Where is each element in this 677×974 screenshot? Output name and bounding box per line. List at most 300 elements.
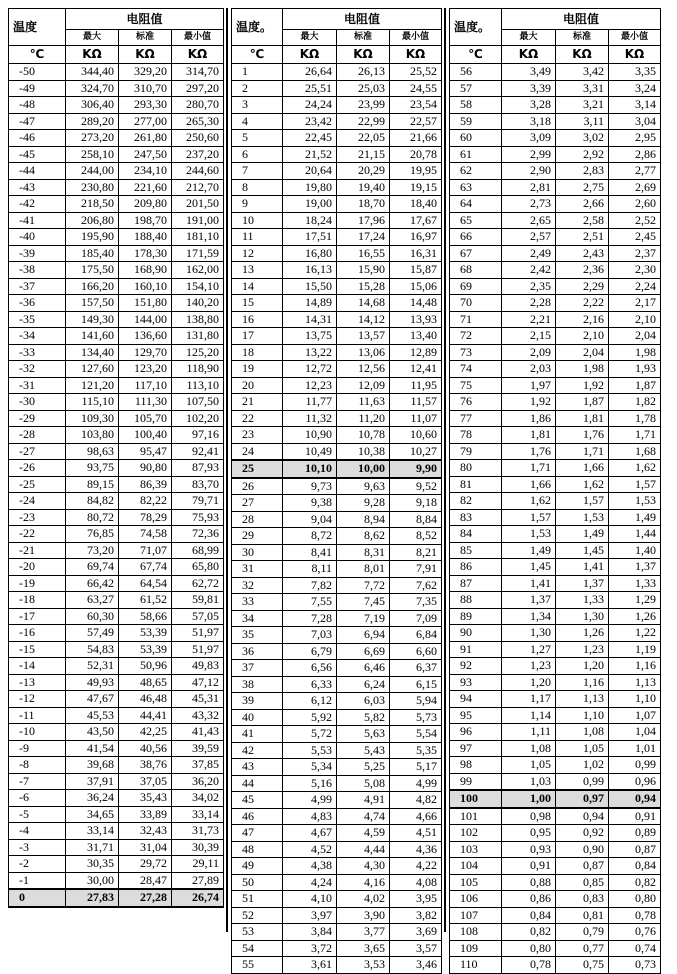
standard-resistance-cell: 2,36 [556,262,609,279]
max-resistance-cell: 7,82 [283,577,337,594]
table-row [450,575,661,592]
min-resistance-cell: 1,93 [609,361,661,378]
table-row [232,726,442,743]
table-row [9,691,224,708]
min-resistance-cell: 1,78 [609,410,661,427]
standard-resistance-cell: 23,99 [337,97,390,114]
max-resistance-cell: 273,20 [66,130,119,147]
temperature-cell: -29 [9,410,66,427]
temperature-cell: -10 [9,724,66,741]
temperature-unit: ℃ [232,46,283,64]
standard-resistance-cell: 53,39 [119,641,172,658]
max-resistance-cell: 115,10 [66,394,119,411]
standard-resistance-cell: 2,22 [556,295,609,312]
temperature-cell: 68 [450,262,502,279]
max-resistance-cell: 1,23 [502,658,556,675]
min-resistance-cell: 2,24 [609,278,661,295]
min-resistance-cell: 11,57 [390,394,442,411]
standard-resistance-cell: 78,29 [119,509,172,526]
table-row [450,344,661,361]
table-row [9,427,224,444]
temperature-cell: -27 [9,443,66,460]
temperature-cell: 16 [232,311,283,328]
std-column-header: 标准 [119,30,172,46]
temperature-cell: 76 [450,394,502,411]
resistance-table-2 [231,8,442,974]
table-row [450,361,661,378]
standard-resistance-cell: 10,38 [337,443,390,460]
min-resistance-cell: 0,89 [609,825,661,842]
table-row [9,262,224,279]
max-resistance-cell: 0,78 [502,957,556,974]
max-resistance-cell: 7,28 [283,610,337,627]
temperature-cell: 2 [232,80,283,97]
min-resistance-cell: 280,70 [172,97,224,114]
min-resistance-cell: 23,54 [390,97,442,114]
temperature-cell: 28 [232,511,283,528]
table-1-body [9,9,224,907]
max-resistance-cell: 185,40 [66,245,119,262]
table-row [232,511,442,528]
standard-resistance-cell: 2,04 [556,344,609,361]
table-row [450,559,661,576]
temperature-cell: 14 [232,278,283,295]
max-resistance-cell: 43,50 [66,724,119,741]
standard-resistance-cell: 234,10 [119,163,172,180]
min-column-header: 最小值 [172,30,224,46]
standard-resistance-cell: 13,06 [337,344,390,361]
min-resistance-cell: 0,94 [609,790,661,808]
table-row [232,394,442,411]
table-row [9,724,224,741]
temperature-cell: 84 [450,526,502,543]
temperature-cell: 42 [232,742,283,759]
temperature-cell: 13 [232,262,283,279]
temperature-cell: 88 [450,592,502,609]
min-resistance-cell: 250,60 [172,130,224,147]
min-resistance-cell: 4,22 [390,858,442,875]
standard-resistance-cell: 64,54 [119,575,172,592]
table-row [450,130,661,147]
temperature-cell: 32 [232,577,283,594]
max-resistance-cell: 66,42 [66,575,119,592]
temperature-cell: 64 [450,196,502,213]
min-resistance-cell: 2,69 [609,179,661,196]
min-resistance-cell: 25,52 [390,64,442,81]
min-resistance-cell: 0,74 [609,940,661,957]
resistance-unit: KΩ [502,46,556,64]
temperature-cell: 61 [450,146,502,163]
temperature-cell: 75 [450,377,502,394]
standard-resistance-cell: 16,55 [337,245,390,262]
min-resistance-cell: 16,31 [390,245,442,262]
table-row [450,295,661,312]
max-resistance-cell: 149,30 [66,311,119,328]
table-row [450,493,661,510]
temperature-cell: -2 [9,856,66,873]
standard-resistance-cell: 13,57 [337,328,390,345]
standard-resistance-cell: 277,00 [119,113,172,130]
min-resistance-cell: 3,46 [390,957,442,974]
temperature-cell: 86 [450,559,502,576]
temperature-cell: 35 [232,627,283,644]
max-resistance-cell: 103,80 [66,427,119,444]
standard-resistance-cell: 27,28 [119,889,172,907]
table-row [232,163,442,180]
temperature-cell: 21 [232,394,283,411]
standard-resistance-cell: 15,90 [337,262,390,279]
standard-resistance-cell: 221,60 [119,179,172,196]
standard-resistance-cell: 7,45 [337,594,390,611]
table-row [450,410,661,427]
max-resistance-cell: 14,31 [283,311,337,328]
max-resistance-cell: 6,56 [283,660,337,677]
temperature-cell: 8 [232,179,283,196]
standard-resistance-cell: 35,43 [119,790,172,807]
table-row [232,495,442,512]
table-row [232,643,442,660]
temperature-cell: 59 [450,113,502,130]
max-resistance-cell: 5,53 [283,742,337,759]
temperature-cell: 6 [232,146,283,163]
table-row [9,460,224,477]
table-block-3 [449,8,661,974]
max-resistance-cell: 30,00 [66,872,119,889]
standard-resistance-cell: 123,20 [119,361,172,378]
max-resistance-cell: 258,10 [66,146,119,163]
temperature-cell: 57 [450,80,502,97]
standard-resistance-cell: 20,29 [337,163,390,180]
max-resistance-cell: 0,95 [502,825,556,842]
table-row [232,577,442,594]
standard-resistance-cell: 209,80 [119,196,172,213]
table-row [450,858,661,875]
min-resistance-cell: 1,07 [609,707,661,724]
min-resistance-cell: 29,11 [172,856,224,873]
max-column-header: 最大 [66,30,119,46]
min-resistance-cell: 1,26 [609,608,661,625]
temperature-cell: 67 [450,245,502,262]
max-resistance-cell: 1,76 [502,443,556,460]
standard-resistance-cell: 6,69 [337,643,390,660]
max-resistance-cell: 1,14 [502,707,556,724]
max-resistance-cell: 1,45 [502,559,556,576]
min-resistance-cell: 3,35 [609,64,661,81]
min-resistance-cell: 9,90 [390,460,442,478]
min-resistance-cell: 13,40 [390,328,442,345]
resistance-header: 电阻值 [66,9,224,30]
max-resistance-cell: 206,80 [66,212,119,229]
min-resistance-cell: 1,87 [609,377,661,394]
temperature-cell: 72 [450,328,502,345]
standard-resistance-cell: 4,30 [337,858,390,875]
temperature-cell: 46 [232,808,283,825]
min-resistance-cell: 2,95 [609,130,661,147]
temperature-cell: 104 [450,858,502,875]
max-resistance-cell: 3,39 [502,80,556,97]
min-resistance-cell: 3,14 [609,97,661,114]
temperature-cell: 0 [9,889,66,907]
table-row [9,361,224,378]
standard-resistance-cell: 95,47 [119,443,172,460]
temperature-cell: -32 [9,361,66,378]
min-resistance-cell: 8,21 [390,544,442,561]
min-resistance-cell: 8,52 [390,528,442,545]
temperature-cell: -41 [9,212,66,229]
max-resistance-cell: 3,18 [502,113,556,130]
min-resistance-cell: 1,71 [609,427,661,444]
min-resistance-cell: 4,51 [390,825,442,842]
standard-resistance-cell: 90,80 [119,460,172,477]
standard-resistance-cell: 22,05 [337,130,390,147]
resistance-table-1 [8,8,224,908]
table-row [450,328,661,345]
temperature-cell: 15 [232,295,283,312]
temperature-cell: 48 [232,841,283,858]
table-row [232,759,442,776]
min-resistance-cell: 10,27 [390,443,442,460]
min-resistance-cell: 0,73 [609,957,661,974]
temperature-cell: -30 [9,394,66,411]
temperature-cell: 109 [450,940,502,957]
min-resistance-cell: 1,49 [609,509,661,526]
temperature-cell: 70 [450,295,502,312]
standard-resistance-cell: 4,74 [337,808,390,825]
table-row [232,130,442,147]
standard-resistance-cell: 1,53 [556,509,609,526]
temperature-cell: 69 [450,278,502,295]
temperature-cell: 89 [450,608,502,625]
standard-resistance-cell: 1,49 [556,526,609,543]
table-row [232,262,442,279]
table-row [450,64,661,81]
min-resistance-cell: 7,62 [390,577,442,594]
standard-resistance-cell: 4,91 [337,792,390,809]
min-resistance-cell: 72,36 [172,526,224,543]
max-resistance-cell: 10,10 [283,460,337,478]
standard-resistance-cell: 25,03 [337,80,390,97]
table-row [450,658,661,675]
standard-resistance-cell: 6,24 [337,676,390,693]
min-resistance-cell: 201,50 [172,196,224,213]
temperature-cell: 24 [232,443,283,460]
temperature-cell: 3 [232,97,283,114]
table-row [9,476,224,493]
standard-resistance-cell: 12,56 [337,361,390,378]
temperature-cell: 97 [450,740,502,757]
standard-resistance-cell: 1,26 [556,625,609,642]
standard-resistance-cell: 2,83 [556,163,609,180]
max-resistance-cell: 21,52 [283,146,337,163]
min-resistance-cell: 1,98 [609,344,661,361]
max-resistance-cell: 0,84 [502,907,556,924]
standard-resistance-cell: 58,66 [119,608,172,625]
std-column-header: 标准 [556,30,609,46]
max-resistance-cell: 13,22 [283,344,337,361]
min-resistance-cell: 1,16 [609,658,661,675]
min-resistance-cell: 191,00 [172,212,224,229]
temperature-unit: ℃ [9,46,66,64]
max-resistance-cell: 230,80 [66,179,119,196]
standard-resistance-cell: 0,94 [556,808,609,825]
min-resistance-cell: 0,80 [609,891,661,908]
min-resistance-cell: 244,60 [172,163,224,180]
min-resistance-cell: 43,32 [172,707,224,724]
standard-resistance-cell: 61,52 [119,592,172,609]
temperature-cell: 7 [232,163,283,180]
header-row [450,9,661,30]
max-resistance-cell: 33,14 [66,823,119,840]
table-row [232,858,442,875]
min-resistance-cell: 5,17 [390,759,442,776]
max-resistance-cell: 1,53 [502,526,556,543]
table-row [9,163,224,180]
table-row [9,80,224,97]
max-resistance-cell: 45,53 [66,707,119,724]
temperature-cell: 31 [232,561,283,578]
table-row [232,891,442,908]
standard-resistance-cell: 3,11 [556,113,609,130]
standard-resistance-cell: 247,50 [119,146,172,163]
resistance-unit: KΩ [556,46,609,64]
min-resistance-cell: 2,45 [609,229,661,246]
table-row [9,823,224,840]
temperature-cell: 66 [450,229,502,246]
standard-resistance-cell: 1,08 [556,724,609,741]
max-resistance-cell: 4,83 [283,808,337,825]
table-row [232,610,442,627]
temperature-cell: -43 [9,179,66,196]
min-resistance-cell: 79,71 [172,493,224,510]
min-resistance-cell: 19,15 [390,179,442,196]
standard-resistance-cell: 168,90 [119,262,172,279]
min-resistance-cell: 11,07 [390,410,442,427]
standard-resistance-cell: 1,57 [556,493,609,510]
max-resistance-cell: 4,24 [283,874,337,891]
temperature-cell: 78 [450,427,502,444]
table-row [232,311,442,328]
standard-resistance-cell: 3,65 [337,940,390,957]
table-row [9,872,224,889]
standard-resistance-cell: 82,22 [119,493,172,510]
table-row [450,262,661,279]
temperature-cell: 40 [232,709,283,726]
standard-resistance-cell: 46,48 [119,691,172,708]
max-resistance-cell: 22,45 [283,130,337,147]
standard-resistance-cell: 22,99 [337,113,390,130]
table-row [232,179,442,196]
max-resistance-cell: 306,40 [66,97,119,114]
table-row [450,212,661,229]
min-resistance-cell: 0,84 [609,858,661,875]
temperature-cell: 102 [450,825,502,842]
table-row [450,790,661,808]
max-resistance-cell: 1,11 [502,724,556,741]
unit-row [9,46,224,64]
standard-resistance-cell: 8,31 [337,544,390,561]
temperature-header: 温度。 [232,9,283,46]
min-resistance-cell: 0,96 [609,773,661,790]
header-row [232,9,442,30]
max-resistance-cell: 3,49 [502,64,556,81]
min-resistance-cell: 2,52 [609,212,661,229]
temperature-cell: 52 [232,907,283,924]
min-resistance-cell: 36,20 [172,773,224,790]
standard-resistance-cell: 7,19 [337,610,390,627]
table-row [9,856,224,873]
temperature-cell: 55 [232,957,283,974]
table-row [450,625,661,642]
min-resistance-cell: 0,99 [609,757,661,774]
min-resistance-cell: 314,70 [172,64,224,81]
standard-resistance-cell: 67,74 [119,559,172,576]
min-resistance-cell: 107,50 [172,394,224,411]
min-resistance-cell: 1,10 [609,691,661,708]
unit-row [450,46,661,64]
table-row [9,443,224,460]
temperature-cell: 38 [232,676,283,693]
temperature-cell: 41 [232,726,283,743]
table-row [9,674,224,691]
temperature-cell: 19 [232,361,283,378]
table-row [9,757,224,774]
temperature-cell: 37 [232,660,283,677]
table-row [9,608,224,625]
standard-resistance-cell: 0,81 [556,907,609,924]
min-resistance-cell: 33,14 [172,806,224,823]
max-resistance-cell: 244,00 [66,163,119,180]
min-resistance-cell: 9,18 [390,495,442,512]
table-row [9,113,224,130]
max-resistance-cell: 1,05 [502,757,556,774]
table-row [450,97,661,114]
temperature-cell: -39 [9,245,66,262]
max-resistance-cell: 89,15 [66,476,119,493]
min-resistance-cell: 16,97 [390,229,442,246]
table-row [450,377,661,394]
standard-resistance-cell: 17,96 [337,212,390,229]
table-row [9,707,224,724]
min-resistance-cell: 12,41 [390,361,442,378]
standard-resistance-cell: 0,75 [556,957,609,974]
min-resistance-cell: 14,48 [390,295,442,312]
max-resistance-cell: 47,67 [66,691,119,708]
max-resistance-cell: 3,72 [283,940,337,957]
standard-resistance-cell: 2,29 [556,278,609,295]
standard-resistance-cell: 293,30 [119,97,172,114]
min-resistance-cell: 102,20 [172,410,224,427]
temperature-cell: 65 [450,212,502,229]
temperature-cell: 33 [232,594,283,611]
min-resistance-cell: 1,22 [609,625,661,642]
max-resistance-cell: 1,97 [502,377,556,394]
temperature-cell: 51 [232,891,283,908]
table-row [232,775,442,792]
column-divider [444,8,446,932]
min-resistance-cell: 4,99 [390,775,442,792]
table-row [450,707,661,724]
table-row [450,674,661,691]
min-resistance-cell: 19,95 [390,163,442,180]
min-resistance-cell: 162,00 [172,262,224,279]
table-row [232,97,442,114]
resistance-unit: KΩ [609,46,661,64]
max-resistance-cell: 1,62 [502,493,556,510]
max-resistance-cell: 27,83 [66,889,119,907]
temperature-cell: 39 [232,693,283,710]
table-row [232,278,442,295]
column-divider [226,8,228,932]
